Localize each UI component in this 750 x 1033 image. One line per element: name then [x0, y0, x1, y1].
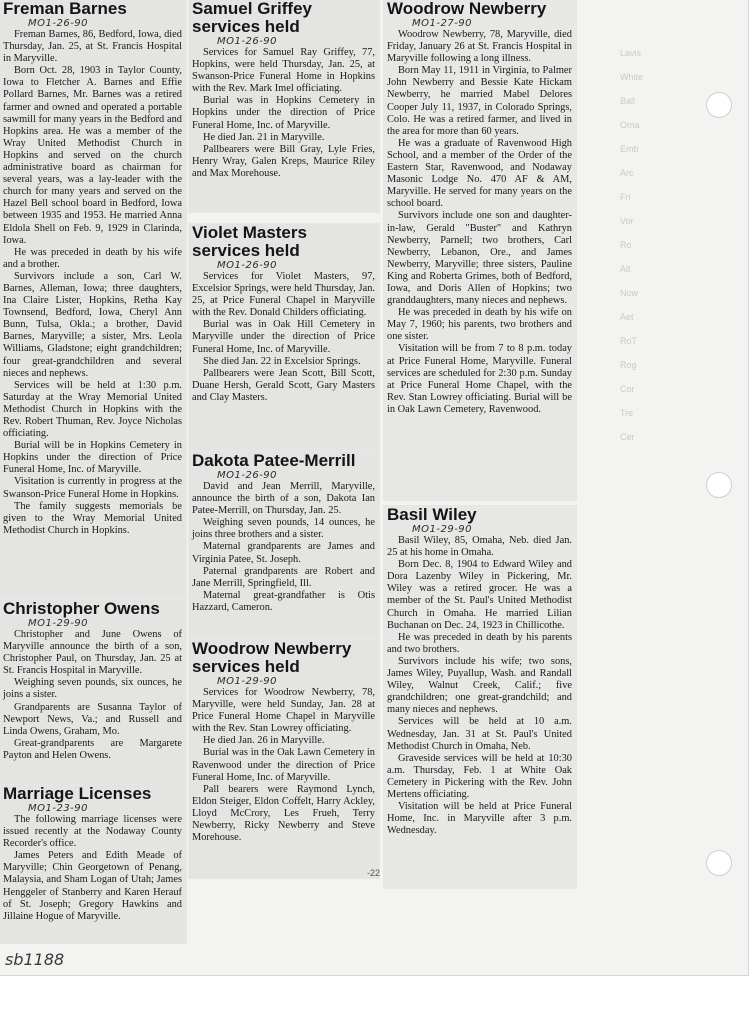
clipping-marriage-licenses — [0, 785, 186, 943]
bleed-mark: White — [620, 72, 644, 82]
bleed-mark: Aet — [620, 312, 634, 322]
obit-paragraph: Maternal grandparents are James and Virginia Patee, St. Joseph. — [192, 541, 375, 565]
obit-paragraph: Pall bearers were Raymond Lynch, Eldon Steiger, Eldon Coffelt, Harry Ackley, Lloyd McCrory, Les Frueh, Terry Newberry, Ricky Newberry and Steve Morehouse. — [192, 783, 375, 844]
obit-paragraph: Great-grandparents are Margarete Payton and Helen Owens. — [3, 737, 182, 761]
obit-body — [189, 271, 379, 404]
binder-hole-top — [706, 92, 732, 118]
obit-paragraph: He died Jan. 26 in Maryville. — [203, 735, 325, 747]
obit-paragraph: Basil Wiley, 85, Omaha, Neb. died Jan. 25 at his home in Omaha. — [387, 535, 572, 559]
archive-serial-number: sb1188 — [5, 950, 65, 969]
obit-paragraph: Services for Samuel Ray Griffey, 77, Hopkins, were held Thursday, Jan. 25, at Swanson-Price Funeral Home in Hopkins with the Rev. Mark Imel officiating. — [192, 47, 375, 95]
obit-body — [189, 687, 379, 844]
obit-paragraph: Visitation will be held at Price Funeral Home, Inc. in Maryville after 3 p.m. Wednesday. — [387, 801, 572, 837]
obit-body — [0, 814, 186, 923]
clipping-dakota-patee-merrill — [189, 452, 379, 638]
binder-hole-middle — [706, 472, 732, 498]
obit-paragraph: He was a graduate of Ravenwood High School, and a member of the Order of the Eastern Star, Ravenwood, and Nodaway Masonic Lodge No. 470 AF & AM, Maryville. He served for many years on the school board. — [387, 137, 572, 210]
obit-paragraph: Christopher and June Owens of Maryville announce the birth of a son, Christopher Paul, on Thursday, Jan. 25 at St. Francis Hospital in Maryville. — [3, 629, 182, 677]
page-number: -22 — [367, 868, 381, 878]
bleed-mark: RoT — [620, 336, 638, 346]
handwritten-date: MO1-29-90 — [412, 524, 473, 535]
obit-paragraph: Weighing seven pounds, six ounces, he joins a sister. — [3, 677, 182, 701]
obit-paragraph: The following marriage licenses were issued recently at the Nodaway County Recorder's office. — [3, 814, 182, 850]
bleed-mark: Oma — [620, 120, 640, 130]
obit-body — [0, 29, 186, 537]
bleed-mark: Tre — [620, 408, 634, 418]
handwritten-date: MO1-27-90 — [412, 18, 473, 29]
bleed-mark: Emb — [620, 144, 639, 154]
clipping-basil-wiley — [384, 506, 576, 888]
obit-paragraph: Maternal great-grandfather is Otis Hazzard, Cameron. — [192, 589, 375, 613]
handwritten-date: MO1-26-90 — [217, 36, 278, 47]
obit-paragraph: Survivors include a son, Carl W. Barnes, Alleman, Iowa; three daughters, Ina Claire Lister, Hopkins, Retha Kay Townsend, Bedford, Iowa, Cheryl Ann Bunn, Tulsa, Okla.; a brother, David Barnes, Maryville; a sister, Mrs. Leola Williams, Gladstone; eight grandchildren; four great-grandchildren and several nieces and nephews. — [3, 270, 182, 379]
obit-paragraph: Born Oct. 28, 1903 in Taylor County, Iowa to Fletcher A. Barnes and Effie Pollard Barnes, Mr. Barnes was a retired farmer and owned and operated a portable sawmill for many years in the Bedford and Hopkins area. He was a member of the Wray United Methodist Church in Hopkins and served on the church administrative board as chairman for several years, was a lay-leader with the church for many years and served on the Hazel Bell school board in Bedford, Iowa between 1935 and 1953. He married Anna Eldola Shell on Feb. 9, 1929 in Clarinda, Iowa. — [3, 65, 182, 246]
bleed-mark: Ball — [620, 96, 636, 106]
obit-paragraph: Weighing seven pounds, 14 ounces, he joins three brothers and a sister. — [192, 517, 375, 541]
bleed-mark: Cer — [620, 432, 635, 442]
bleed-mark: Alt — [620, 264, 631, 274]
bleed-mark: Arc — [620, 168, 634, 178]
obit-paragraph: Visitation is currently in progress at the Swanson-Price Funeral Home in Hopkins. — [3, 476, 182, 500]
obit-paragraph: Burial was in Hopkins Cemetery in Hopkins under the direction of Price Funeral Home, Inc. of Maryville. — [192, 95, 375, 131]
obit-body — [0, 629, 186, 762]
obit-paragraph: Graveside services will be held at 10:30 a.m. Thursday, Feb. 1 at White Oak Cemetery in Pickering with the Rev. John Mertens officiating. — [387, 752, 572, 800]
bleed-mark: Fri — [620, 192, 631, 202]
obit-paragraph: Born May 11, 1911 in Virginia, to Palmer John Newberry and Bessie Kate Hickam Newberry, he married Mabel Delores Cooper July 11, 1937, in Colorado Springs, Colo. He was a retired farmer, and lived in the area for more than 60 years. — [387, 65, 572, 137]
obit-headline: Freman Barnes — [3, 0, 127, 18]
obit-body — [384, 29, 576, 416]
obit-paragraph: Services for Woodrow Newberry, 78, Maryville, were held Sunday, Jan. 28 at Price Funeral Home Chapel in Maryville with the Rev. Stan Lowrey officiating. — [192, 687, 375, 735]
obit-paragraph: He died Jan. 21 in Maryville. — [203, 131, 325, 143]
handwritten-date: MO1-23-90 — [28, 803, 89, 814]
handwritten-date: MO1-26-90 — [28, 18, 89, 29]
obit-paragraph: James Peters and Edith Meade of Maryville; Chin Georgetown of Penang, Malaysia, and Sham Logan of Utah; James Henggeler of Stanberry and Karen Herauf of St. Joseph; Gregory Hawkins and Jillaine Hogue of Maryville. — [3, 850, 182, 922]
obit-paragraph: Grandparents are Susanna Taylor of Newport News, Va.; and Russell and Linda Owens, Graham, Mo. — [3, 701, 182, 737]
obit-headline: Christopher Owens — [3, 600, 160, 618]
obit-headline: Marriage Licenses — [3, 785, 152, 803]
obit-paragraph: Pallbearers were Jean Scott, Bill Scott, Duane Hersh, Gerald Scott, Gary Masters and Clay Masters. — [192, 367, 375, 403]
bleed-mark: Cor — [620, 384, 635, 394]
obit-headline: Dakota Patee-Merrill — [192, 452, 356, 470]
obit-paragraph: Paternal grandparents are Robert and Jane Merrill, Springfield, Ill. — [192, 565, 375, 589]
obit-paragraph: Born Dec. 8, 1904 to Edward Wiley and Dora Lazenby Wiley in Pickering, Mr. Wiley was a retired grocer. He was a member of the St. Paul's United Methodist Church in Omaha. He married Lilian Buchanan on Dec. 24, 1923 in Chillicothe. — [387, 559, 572, 631]
obit-paragraph: Visitation will be from 7 to 8 p.m. today at Price Funeral Home, Maryville. Funeral services are scheduled for 2:30 p.m. Sunday at Price Funeral Home Chapel, with the Rev. Stan Lowrey officiating. Burial will be in Oak Lawn Cemetery, Ravenwood. — [387, 343, 572, 415]
handwritten-date: MO1-26-90 — [217, 470, 278, 481]
handwritten-date: MO1-29-90 — [217, 676, 278, 687]
clipping-woodrow-newberry — [384, 0, 576, 500]
obit-body — [384, 535, 576, 837]
bleed-mark: Vor — [620, 216, 634, 226]
obit-headline: Woodrow Newberry services held — [192, 640, 352, 676]
obit-paragraph: Services will be held at 1:30 p.m. Saturday at the Wray Memorial United Methodist Church in Hopkins with the Rev. Robert Thuman, Rev. Joyce Nicholas officiating. — [3, 379, 182, 440]
obit-paragraph: He was preceded in death by his parents and two brothers. — [387, 631, 572, 655]
obit-headline: Violet Masters services held — [192, 224, 307, 260]
obit-headline: Samuel Griffey services held — [192, 0, 312, 36]
obit-paragraph: Survivors include his wife; two sons, James Wiley, Puyallup, Wash. and Randall Wiley, Walnut Creek, Calif.; five grandchildren; one great-grandchild; and many nieces and nephews. — [387, 655, 572, 716]
clipping-samuel-griffey — [189, 0, 379, 212]
obit-headline: Basil Wiley — [387, 506, 477, 524]
handwritten-date: MO1-29-90 — [28, 618, 89, 629]
bleed-mark: Rog — [620, 360, 637, 370]
obit-body — [189, 47, 379, 180]
obit-headline: Woodrow Newberry — [387, 0, 547, 18]
obit-paragraph: He was preceded in death by his wife on May 7, 1960; his parents, two brothers and one sister. — [387, 307, 572, 343]
bleed-mark: Lavis — [620, 48, 642, 58]
obit-paragraph: Woodrow Newberry, 78, Maryville, died Friday, January 26 at St. Francis Hospital in Maryville following a long illness. — [387, 29, 572, 65]
obit-paragraph: The family suggests memorials be given to the Wray Memorial United Methodist Church in Hopkins. — [3, 500, 182, 536]
obit-paragraph: Services for Violet Masters, 97, Excelsior Springs, were held Thursday, Jan. 25, at Price Funeral Chapel in Maryville with the Rev. Donald Childers officiating. — [192, 271, 375, 319]
obit-paragraph: Pallbearers were Bill Gray, Lyle Fries, Henry Wray, Galen Kreps, Maurice Riley and Max Morehouse. — [192, 143, 375, 179]
obit-paragraph: He was preceded in death by his wife and a brother. — [3, 246, 182, 270]
obit-paragraph: Freman Barnes, 86, Bedford, Iowa, died Thursday, Jan. 25, at St. Francis Hospital in Maryville. — [3, 29, 182, 65]
obit-paragraph: Burial will be in Hopkins Cemetery in Hopkins under the direction of Price Funeral Home, Inc. of Maryville. — [3, 440, 182, 476]
bleed-mark: Ro — [620, 240, 632, 250]
handwritten-date: MO1-26-90 — [217, 260, 278, 271]
clipping-freman-barnes — [0, 0, 186, 598]
clipping-christopher-owens — [0, 600, 186, 783]
clipping-woodrow-newberry-services — [189, 640, 379, 878]
bleed-mark: Now — [620, 288, 639, 298]
obit-paragraph: Burial was in Oak Hill Cemetery in Maryville under the direction of Price Funeral Home, Inc. of Maryville. — [192, 319, 375, 355]
obit-paragraph: Burial was in the Oak Lawn Cemetery in Ravenwood under the direction of Price Funeral Home, Inc. of Maryville. — [192, 747, 375, 783]
obit-paragraph: She died Jan. 22 in Excelsior Springs. — [203, 355, 361, 367]
obit-paragraph: Survivors include one son and daughter-in-law, Gerald "Buster" and Kathryn Newberry, Parnell; two brothers, Carl Newberry, Lebanon, Ore., and James Newberry, Maryville; three sisters, Pauline King and Roberta Grimes, both of Bedford, Iowa, and Doris Allen of Hopkins; two granddaughters, many nieces and nephews. — [387, 210, 572, 307]
obit-paragraph: Services will be held at 10 a.m. Wednesday, Jan. 31 at St. Paul's United Methodist Church in Omaha, Neb. — [387, 716, 572, 752]
binder-hole-bottom — [706, 850, 732, 876]
obit-paragraph: David and Jean Merrill, Maryville, announce the birth of a son, Dakota Ian Patee-Merrill, on Thursday, Jan. 25. — [192, 481, 375, 517]
clipping-violet-masters — [189, 224, 379, 450]
obit-body — [189, 481, 379, 614]
